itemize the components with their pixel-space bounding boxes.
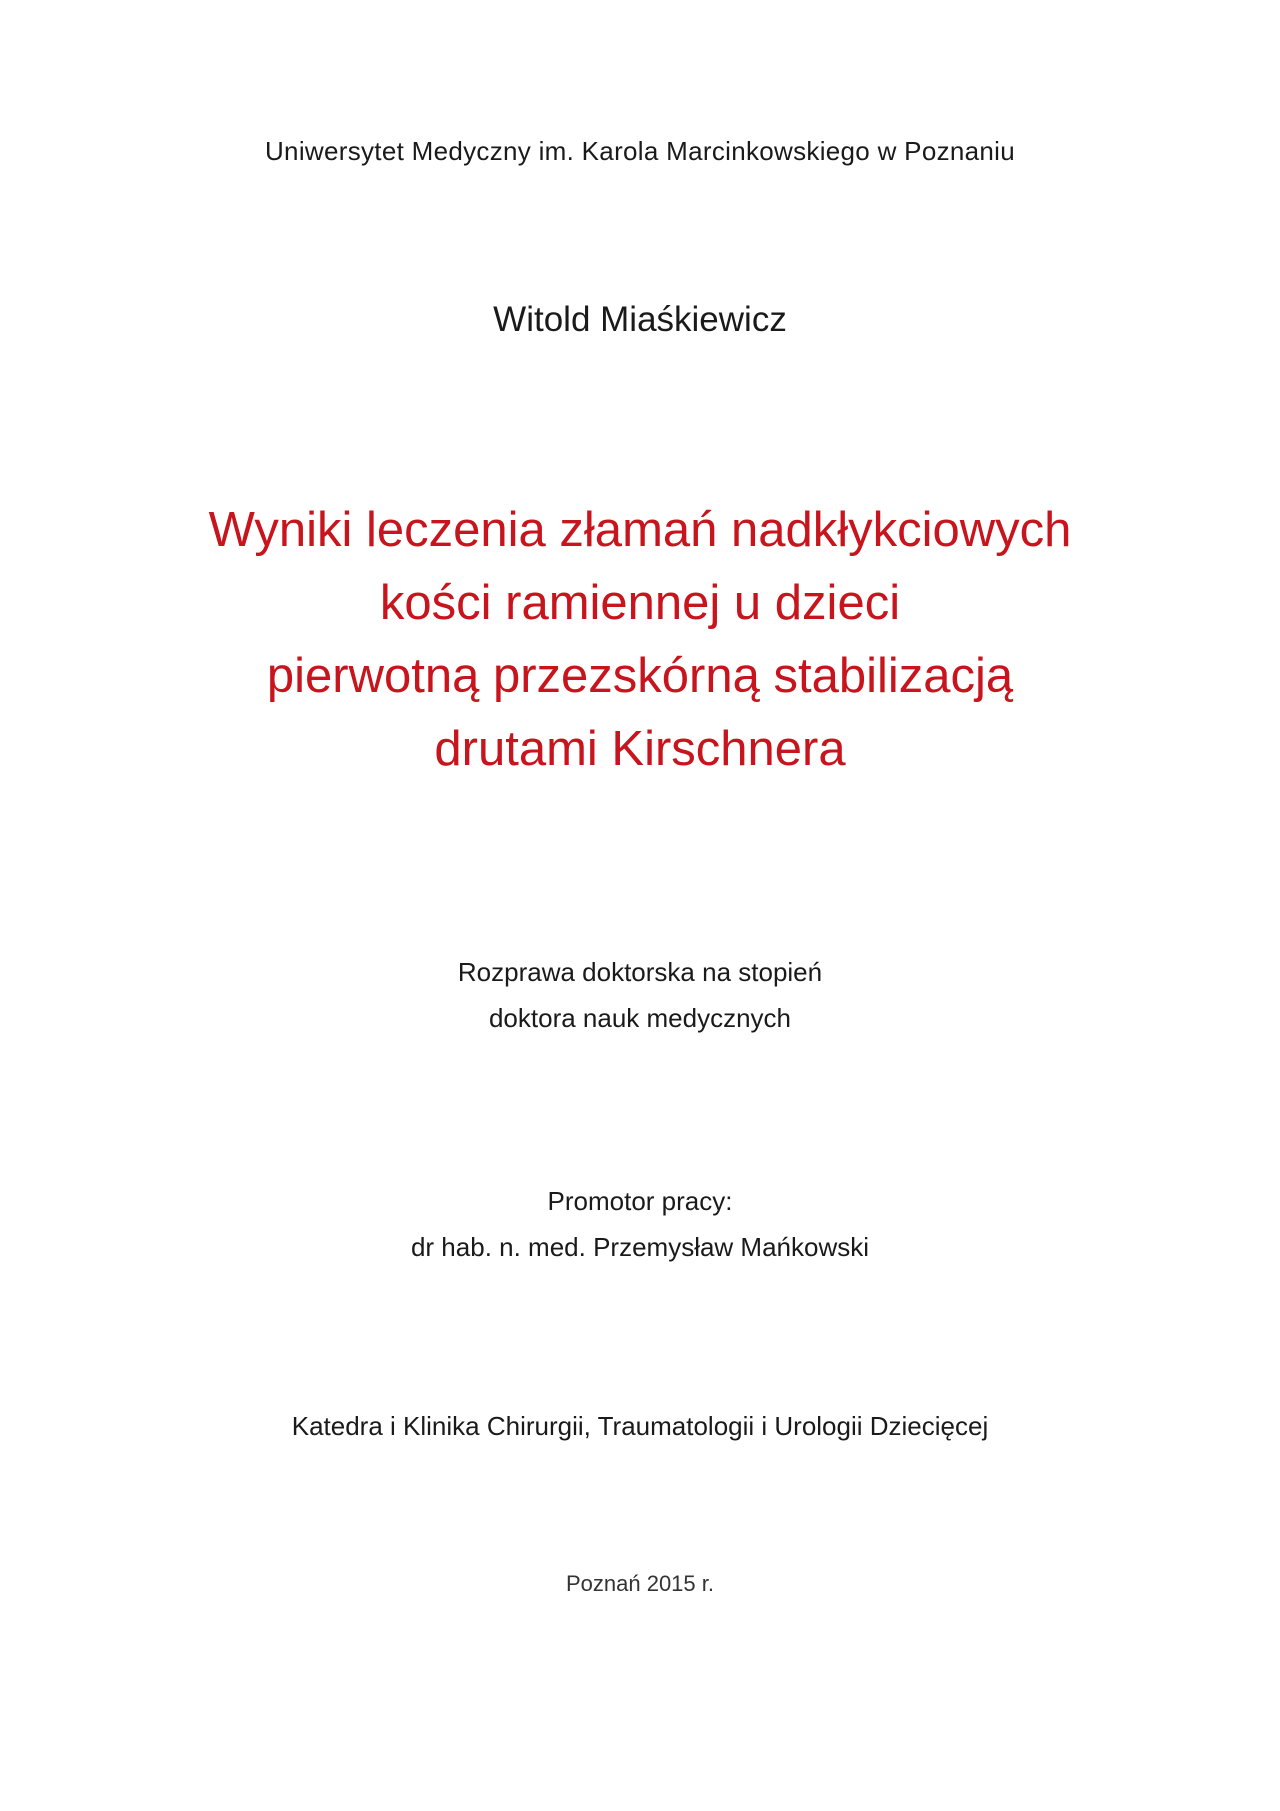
promoter-label: Promotor pracy: <box>547 1186 733 1216</box>
department-name: Katedra i Klinika Chirurgii, Traumatologii i Urologii Dziecięcej <box>291 1411 989 1441</box>
thesis-title <box>0 494 1280 786</box>
thesis-title-line: Wyniki leczenia złamań nadkłykciowych <box>208 503 1072 557</box>
promoter-name: dr hab. n. med. Przemysław Mańkowski <box>410 1232 870 1262</box>
university-name: Uniwersytet Medyczny im. Karola Marcinkowskiego w Poznaniu <box>264 136 1015 166</box>
degree-line: doktora nauk medycznych <box>488 1003 792 1033</box>
degree-description <box>0 949 1280 1041</box>
thesis-title-line: kości ramiennej u dzieci <box>379 576 901 630</box>
author-name: Witold Miaśkiewicz <box>493 300 787 339</box>
place-and-date: Poznań 2015 r. <box>565 1571 714 1596</box>
promoter-block <box>0 1178 1280 1270</box>
thesis-title-line: pierwotną przezskórną stabilizacją <box>266 649 1014 703</box>
degree-line: Rozprawa doktorska na stopień <box>457 957 823 987</box>
thesis-title-line: drutami Kirschnera <box>434 722 846 776</box>
